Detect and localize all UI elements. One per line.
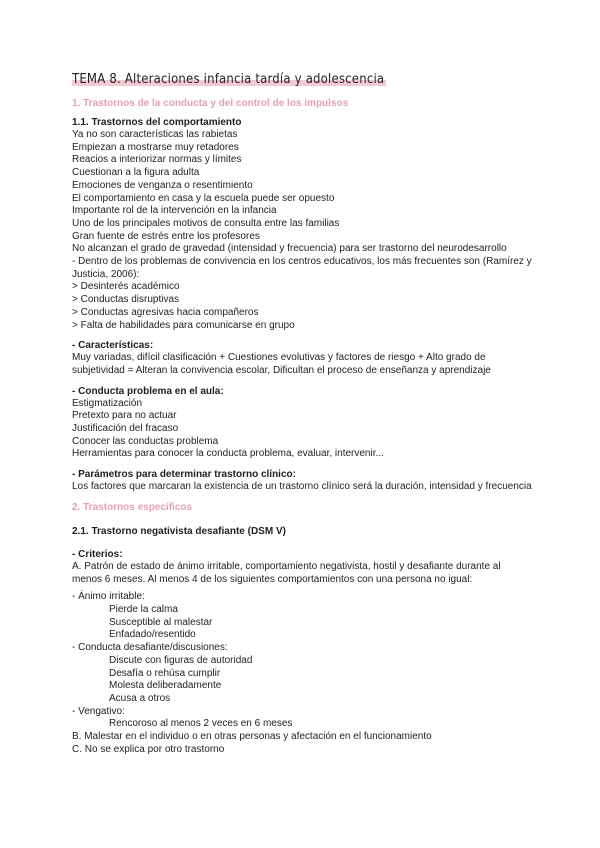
list-item: > Falta de habilidades para comunicarse en grupo xyxy=(72,319,295,331)
section-1-heading: 1. Trastornos de la conducta y del control de los impulsos xyxy=(72,98,349,109)
list-item: Justificación del fracaso xyxy=(72,423,179,435)
criterio-a: A. Patrón de estado de ánimo irritable, comportamiento negativista, hostil y desafiante durante al menos 6 meses. Al menos 4 de los siguientes comportamientos con una persona no igual: xyxy=(72,560,501,585)
document-title: TEMA 8. Alteraciones infancia tardía y adolescencia xyxy=(72,72,385,87)
list-item: Pretexto para no actuar xyxy=(72,410,177,422)
document-body xyxy=(72,97,532,756)
subsection-2-1-heading: 2.1. Trastorno negativista desafiante (DSM V) xyxy=(72,525,286,537)
list-item: No alcanzan el grado de gravedad (intensidad y frecuencia) para ser trastorno del neurodesarrollo xyxy=(72,243,507,255)
criterio-c: C. No se explica por otro trastorno xyxy=(72,743,225,755)
animo-label: - Ánimo irritable: xyxy=(72,591,145,603)
list-item: Discute con figuras de autoridad xyxy=(109,654,253,666)
list-item: Estigmatización xyxy=(72,397,143,409)
list-item: Empiezan a mostrarse muy retadores xyxy=(72,141,239,153)
vengativo-label: - Vengativo: xyxy=(72,705,125,717)
list-item: Conocer las conductas problema xyxy=(72,435,219,447)
list-item: Molesta deliberadamente xyxy=(109,680,222,692)
list-item: Desafía o rehúsa cumplir xyxy=(109,667,221,679)
list-item: Susceptible al malestar xyxy=(109,616,213,628)
caracteristicas-heading: - Características: xyxy=(72,340,154,352)
list-item: Pierde la calma xyxy=(109,603,178,615)
list-item: Gran fuente de estrés entre los profesores xyxy=(72,230,260,242)
list-item: Rencoroso al menos 2 veces en 6 meses xyxy=(109,718,293,730)
desafiante-label: - Conducta desafiante/discusiones: xyxy=(72,642,228,654)
list-item: Herramientas para conocer la conducta problema, evaluar, intervenir... xyxy=(72,448,384,460)
list-item: Enfadado/resentido xyxy=(109,629,196,641)
criterio-b: B. Malestar en el individuo o en otras personas y afectación en el funcionamiento xyxy=(72,731,432,743)
parametros-heading: - Parámetros para determinar trastorno clínico: xyxy=(72,469,296,481)
caracteristicas-text: Muy variadas, difícil clasificación + Cuestiones evolutivas y factores de riesgo + Alto grado de subjetividad = Alteran la convivencia escolar, Dificultan el proceso de enseñanza y aprendizaje xyxy=(72,352,491,376)
list-item: - Dentro de los problemas de convivencia en los centros educativos, los más frecuentes son (Ramírez y Justicia, 2006): xyxy=(72,256,532,280)
list-item: Uno de los principales motivos de consulta entre las familias xyxy=(72,217,340,229)
list-item: Reacios a interiorizar normas y límites xyxy=(72,154,242,166)
conducta-problema-heading: - Conducta problema en el aula: xyxy=(72,385,224,397)
list-item: Emociones de venganza o resentimiento xyxy=(72,179,253,191)
list-item: Importante rol de la intervención en la infancia xyxy=(72,205,277,217)
list-item: > Desinterés académico xyxy=(72,281,180,293)
subsection-1-1-heading: 1.1. Trastornos del comportamiento xyxy=(72,117,242,128)
list-item: Acusa a otros xyxy=(109,692,171,704)
list-item: Cuestionan a la figura adulta xyxy=(72,167,200,179)
list-item: El comportamiento en casa y la escuela puede ser opuesto xyxy=(72,192,335,204)
parametros-text: Los factores que marcaran la existencia de un trastorno clínico será la duración, intensidad y frecuencia xyxy=(72,481,532,493)
list-item: Ya no son características las rabietas xyxy=(72,129,238,140)
list-item: > Conductas disruptivas xyxy=(72,294,180,306)
list-item: > Conductas agresivas hacia compañeros xyxy=(72,306,259,318)
criterios-heading: - Criterios: xyxy=(72,548,123,560)
section-2-heading: 2. Trastornos específicos xyxy=(72,501,193,513)
